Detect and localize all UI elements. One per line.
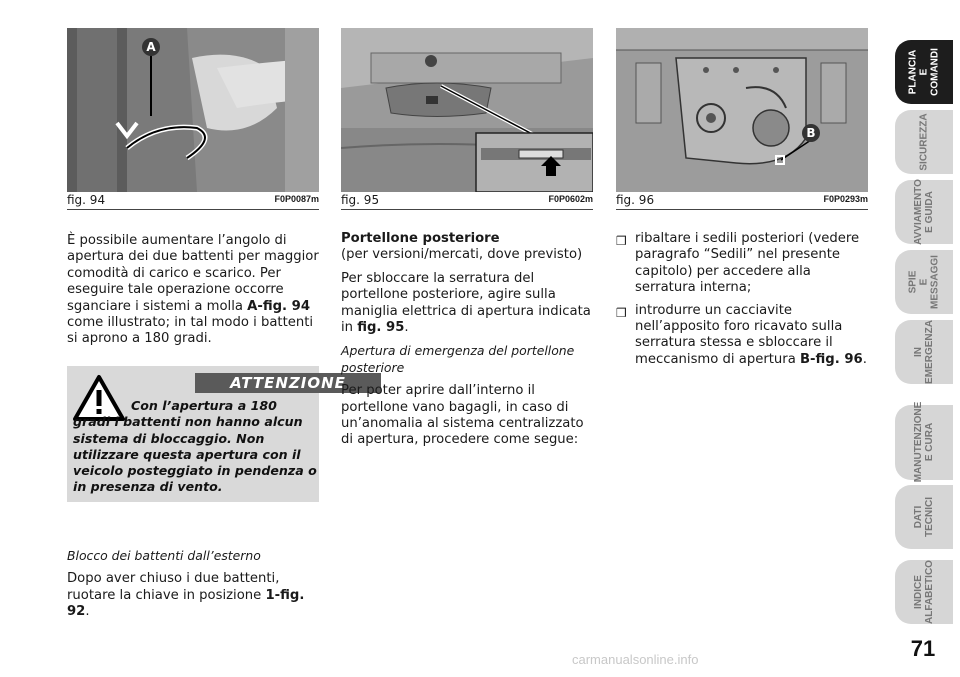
- tab-plancia-e-comandi[interactable]: [895, 40, 953, 104]
- section-subheading: (per versioni/mercati, dove previsto): [341, 247, 583, 263]
- paragraph: [341, 271, 593, 337]
- figure-95-image: [341, 28, 593, 192]
- figure-reference: fig. 95: [357, 320, 405, 336]
- figure-96-caption: [616, 193, 868, 210]
- warning-box: [67, 366, 346, 502]
- tab-label: AVVIAMENTO E GUIDA: [913, 179, 935, 245]
- figure-96-image: [616, 28, 868, 192]
- list-item-text: introdurre un cacciavite nell’apposito foro ricavato sulla serratura stessa e sbloccare il meccanismo di apertura: [635, 302, 843, 367]
- tab-label: INDICE ALFABETICO: [913, 560, 935, 624]
- tab-label: DATI TECNICI: [913, 497, 935, 537]
- figure-label: fig. 96: [616, 193, 655, 207]
- checkbox-bullet-icon: ❒: [616, 234, 627, 248]
- column-2-text: [341, 231, 593, 456]
- tab-sicurezza[interactable]: [895, 110, 953, 174]
- figure-code: F0P0293m: [823, 194, 868, 204]
- tab-indice-alfabetico[interactable]: [895, 560, 953, 624]
- figure-95-caption: [341, 193, 593, 210]
- figure-code: F0P0602m: [548, 194, 593, 204]
- text-run: .: [404, 320, 409, 336]
- tab-label: MANUTENZIONE E CURA: [913, 401, 935, 483]
- text-run: .: [85, 604, 90, 620]
- list-item: [616, 303, 868, 369]
- text-run: Per sbloccare la serratura del portellone posteriore, agire sulla maniglia elettrica di apertura indicata in: [341, 270, 591, 336]
- figure-label: fig. 94: [67, 193, 106, 207]
- figure-label: fig. 95: [341, 193, 380, 207]
- paragraph: Per poter aprire dall’interno il portellone vano bagagli, in caso di un’anomalia al sistema centralizzato di apertura, procedere come segue:: [341, 383, 584, 448]
- list-item-text: .: [862, 351, 867, 367]
- tab-avviamento-e-guida[interactable]: [895, 180, 953, 244]
- subheading: Apertura di emergenza del portellone posteriore: [341, 343, 575, 375]
- paragraph: [67, 233, 319, 348]
- tab-in-emergenza[interactable]: [895, 320, 953, 384]
- text-run: È possibile aumentare l’angolo di apertura dei due battenti per maggior comodità di carico e scarico. Per eseguire tale operazione occorre sganciare i sistemi a molla: [67, 233, 319, 314]
- column-1-text: [67, 233, 319, 355]
- list-item-text: ribaltare i sedili posteriori (vedere paragrafo “Sedili” nel presente capitolo) per accedere alla serratura interna;: [635, 231, 860, 296]
- warning-title: ATTENZIONE: [195, 373, 381, 393]
- tab-dati-tecnici[interactable]: [895, 485, 953, 549]
- checkbox-bullet-icon: ❒: [616, 305, 627, 320]
- tab-label: SPIE E MESSAGGI: [907, 255, 941, 309]
- figure-94-image: [67, 28, 319, 192]
- subheading: Blocco dei battenti dall’esterno: [67, 548, 261, 563]
- figure-reference: B-fig. 96: [799, 351, 863, 367]
- tab-label: IN EMERGENZA: [913, 320, 935, 384]
- paragraph: [67, 571, 319, 620]
- tab-label: SICUREZZA: [918, 113, 930, 171]
- warning-text: [73, 398, 317, 496]
- text-run: come illustrato; in tal modo i battenti si aprono a 180 gradi.: [67, 315, 314, 347]
- warning-text-content: Con l’apertura a 180 gradi i battenti non hanno alcun sistema di bloccaggio. Non utilizzare questa apertura con il veicolo posteggiato in pendenza o in presenza di vento.: [73, 398, 317, 495]
- text-run: Dopo aver chiuso i due battenti, ruotare la chiave in posizione: [67, 571, 280, 603]
- section-heading: Portellone posteriore: [341, 231, 500, 246]
- tab-manutenzione-e-cura[interactable]: [895, 401, 953, 483]
- watermark-text: carmanualsonline.info: [572, 652, 699, 667]
- callout-a-badge: A: [142, 38, 160, 56]
- page-number: 71: [910, 636, 936, 661]
- figure-reference: A-fig. 94: [247, 298, 311, 314]
- column-1-lower-text: [67, 548, 319, 628]
- figure-reference: 1-fig. 92: [67, 587, 305, 620]
- figure-code: F0P0087m: [274, 194, 319, 204]
- callout-b-badge: B: [802, 124, 820, 142]
- list-item: [616, 231, 868, 297]
- tab-label: PLANCIA E COMANDI: [907, 48, 941, 96]
- tab-spie-e-messaggi[interactable]: [895, 250, 953, 314]
- figure-94-caption: [67, 193, 319, 210]
- column-3-text: [616, 231, 868, 374]
